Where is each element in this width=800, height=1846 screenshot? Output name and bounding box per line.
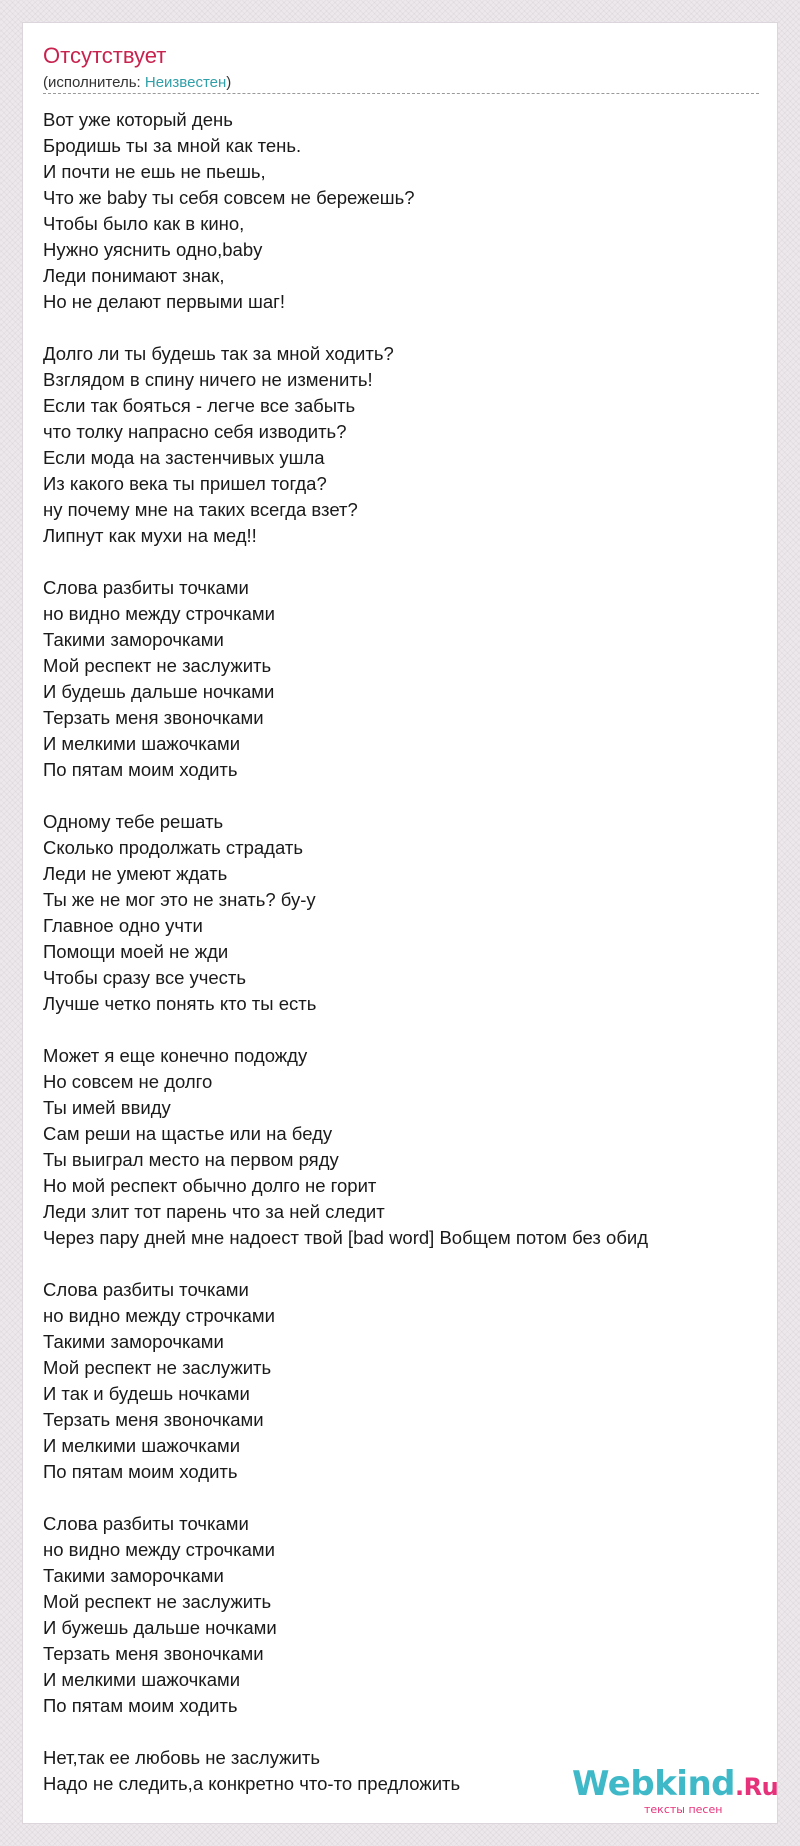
lyrics-card (22, 22, 778, 1824)
lyric-line: Вот уже который день (43, 109, 233, 130)
lyric-line: Бродишь ты за мной как тень. (43, 135, 302, 156)
lyric-line: Терзать меня звоночками (43, 1643, 264, 1664)
lyric-line: Что же baby ты себя совсем не бережешь? (43, 187, 415, 208)
lyric-line: Нет,так ее любовь не заслужить (43, 1747, 321, 1768)
stanza-break (43, 549, 759, 575)
lyric-line: Если так бояться - легче все забыть (43, 395, 356, 416)
lyric-line: Но не делают первыми шаг! (43, 291, 285, 312)
lyric-line: Чтобы было как в кино, (43, 213, 245, 234)
lyric-line: И так и будешь ночками (43, 1383, 250, 1404)
lyric-line: что толку напрасно себя изводить? (43, 421, 347, 442)
lyric-line: Если мода на застенчивых ушла (43, 447, 325, 468)
dashed-divider (43, 93, 759, 94)
lyric-line: Через пару дней мне надоест твой [bad word] Вобщем потом без обид (43, 1227, 649, 1248)
lyric-line: Липнут как мухи на мед!! (43, 525, 257, 546)
lyrics-text (43, 107, 759, 1797)
lyric-line: И почти не ешь не пьешь, (43, 161, 266, 182)
lyric-line: Леди злит тот парень что за ней следит (43, 1201, 385, 1222)
lyric-line: Сколько продолжать страдать (43, 837, 303, 858)
stanza-break (43, 315, 759, 341)
lyric-line: но видно между строчками (43, 1539, 275, 1560)
lyric-line: Ты же не мог это не знать? бу-у (43, 889, 316, 910)
lyric-line: Слова разбиты точками (43, 1513, 249, 1534)
lyric-line: Чтобы сразу все учесть (43, 967, 247, 988)
logo-tagline: тексты песен (644, 1803, 723, 1816)
lyric-line: Слова разбиты точками (43, 577, 249, 598)
lyric-line: Мой респект не заслужить (43, 655, 272, 676)
lyric-line: Лучше четко понять кто ты есть (43, 993, 317, 1014)
lyric-line: Такими заморочками (43, 1331, 224, 1352)
stanza-break (43, 1485, 759, 1511)
lyric-line: И бужешь дальше ночками (43, 1617, 277, 1638)
webkind-logo[interactable] (572, 1764, 779, 1824)
logo-wordmark (572, 1764, 778, 1807)
lyric-line: Одному тебе решать (43, 811, 224, 832)
lyric-line: Мой респект не заслужить (43, 1357, 272, 1378)
artist-prefix: (исполнитель: (43, 74, 145, 91)
lyric-line: Долго ли ты будешь так за мной ходить? (43, 343, 394, 364)
stanza-break (43, 783, 759, 809)
lyric-line: По пятам моим ходить (43, 759, 238, 780)
lyric-line: По пятам моим ходить (43, 1695, 238, 1716)
logo-main-text: Webkind (572, 1764, 735, 1804)
lyric-line: И мелкими шажочками (43, 733, 241, 754)
lyric-line: Терзать меня звоночками (43, 1409, 264, 1430)
stanza-break (43, 1719, 759, 1745)
lyric-line: Леди не умеют ждать (43, 863, 228, 884)
lyric-line: Нужно уяснить одно,baby (43, 239, 263, 260)
lyric-line: Но совсем не долго (43, 1071, 213, 1092)
stanza-break (43, 1017, 759, 1043)
lyric-line: Но мой респект обычно долго не горит (43, 1175, 377, 1196)
lyric-line: Ты имей ввиду (43, 1097, 171, 1118)
artist-line (43, 74, 231, 91)
lyric-line: Помощи моей не жди (43, 941, 229, 962)
lyric-line: И мелкими шажочками (43, 1435, 241, 1456)
lyric-line: Мой респект не заслужить (43, 1591, 272, 1612)
lyric-line: И будешь дальше ночками (43, 681, 275, 702)
lyric-line: Леди понимают знак, (43, 265, 225, 286)
lyric-line: но видно между строчками (43, 603, 275, 624)
logo-tld-text: .Ru (735, 1773, 779, 1801)
lyric-line: Ты выиграл место на первом ряду (43, 1149, 339, 1170)
lyric-line: Такими заморочками (43, 629, 224, 650)
lyric-line: Главное одно учти (43, 915, 203, 936)
lyric-line: Надо не следить,а конкретно что-то предложить (43, 1773, 461, 1794)
lyric-line: И мелкими шажочками (43, 1669, 241, 1690)
lyric-line: но видно между строчками (43, 1305, 275, 1326)
lyric-line: Взглядом в спину ничего не изменить! (43, 369, 373, 390)
stanza-break (43, 1251, 759, 1277)
lyric-line: Терзать меня звоночками (43, 707, 264, 728)
artist-link[interactable]: Неизвестен (144, 74, 227, 91)
lyric-line: Сам реши на щастье или на беду (43, 1123, 333, 1144)
lyric-line: Слова разбиты точками (43, 1279, 249, 1300)
lyric-line: ну почему мне на таких всегда взет? (43, 499, 358, 520)
artist-suffix: ) (226, 74, 232, 91)
lyric-line: Такими заморочками (43, 1565, 224, 1586)
lyric-line: По пятам моим ходить (43, 1461, 238, 1482)
lyric-line: Может я еще конечно подожду (43, 1045, 308, 1066)
lyric-line: Из какого века ты пришел тогда? (43, 473, 327, 494)
song-title: Отсутствует (43, 43, 167, 68)
